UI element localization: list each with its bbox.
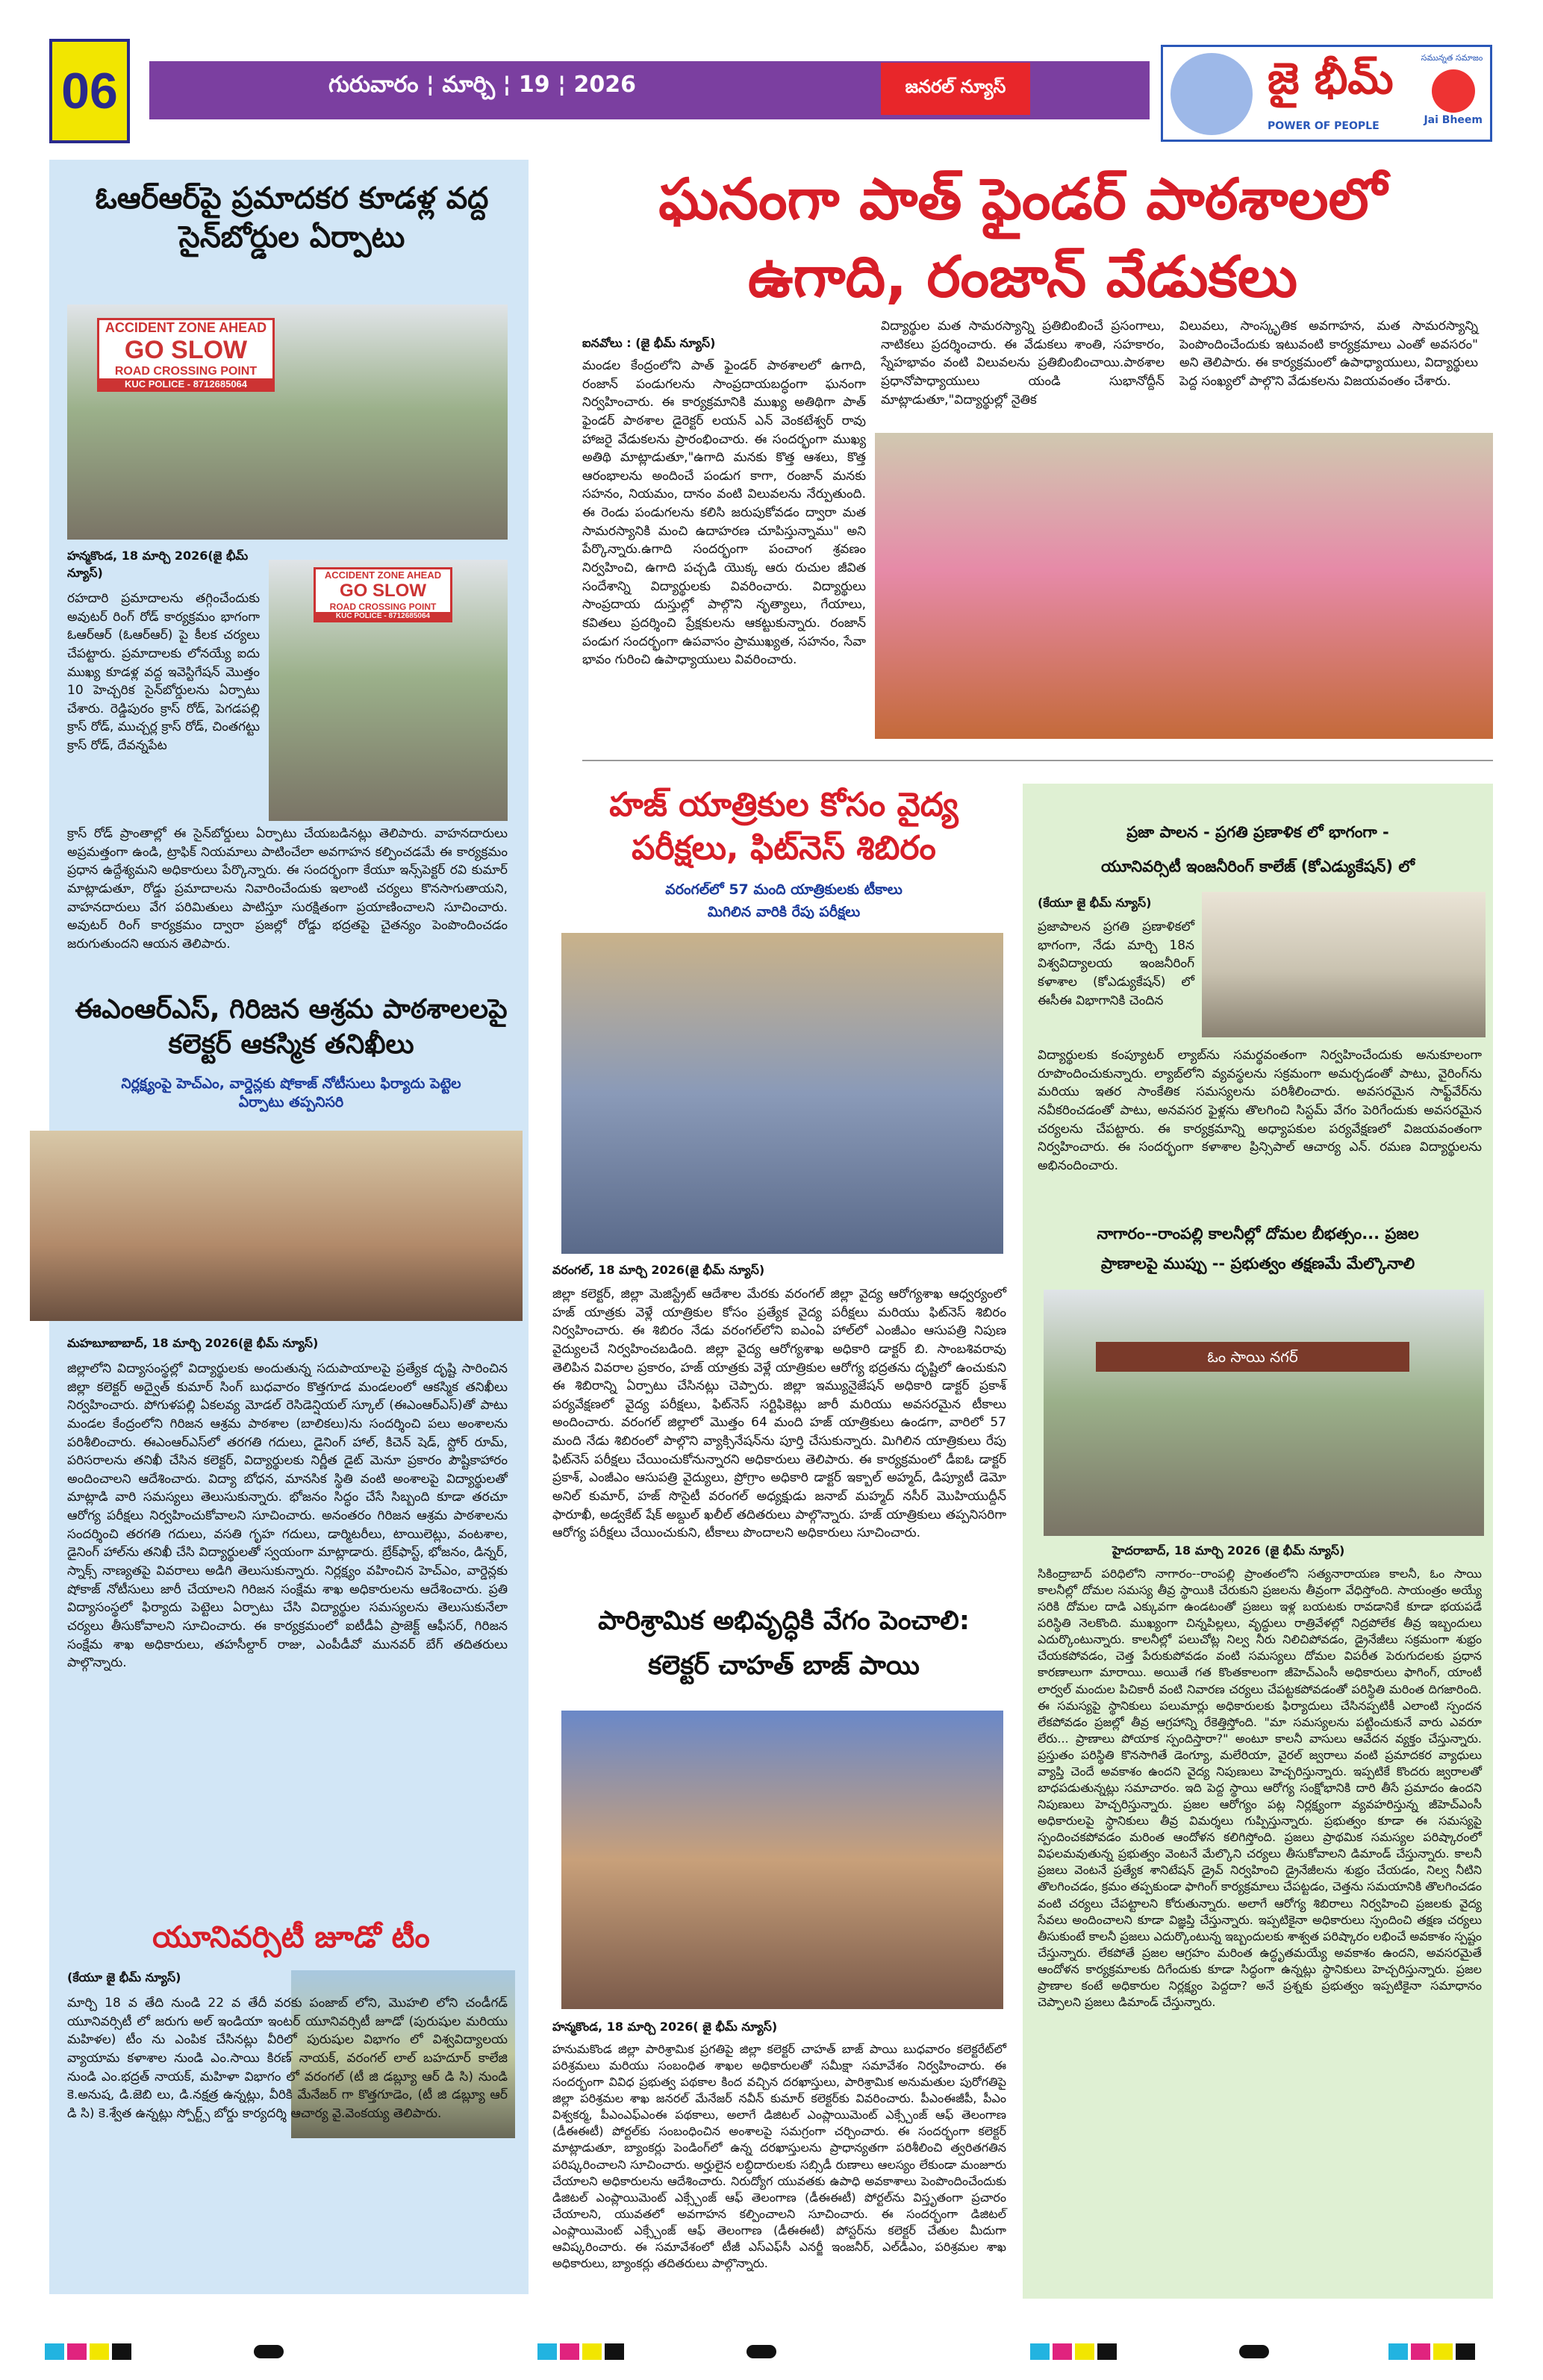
university-dateline: (కేయూ జై భీమ్ న్యూస్) — [1038, 896, 1152, 910]
nagaram-title-1: నాగారం--రాంపల్లి కాలనీల్లో దోమల బీభత్సం... ప్రజల — [1097, 1225, 1419, 1243]
print-marks-center — [537, 2343, 627, 2363]
logo-tagline: POWER OF PEOPLE — [1268, 120, 1380, 132]
orr-body-1: రహదారి ప్రమాదాలను తగ్గించేందుకు అవుటర్ రింగ్ రోడ్ కార్యక్రమం భాగంగా ఓఆర్ఆర్ (ఓఆర్ఆర్) పై కీలక చర్యలు చేపట్టారు. ప్రమాదాలకు లోనయ్యే ఐదు ముఖ్య కూడళ్ల వద్ద ఇవెస్టిగేషన్ మొత్తం 10 హెచ్చరిక సైన్‌బోర్డులను ఏర్పాటు చేశారు. రెడ్డిపురం క్రాస్ రోడ్, పెగడపల్లి క్రాస్ రోడ్, ముచ్చర్ల క్రాస్ రోడ్, చింతగట్టు క్రాస్ రోడ్, దేవన్నపేట — [67, 591, 260, 754]
orr-title: ఓఆర్ఆర్‌పై ప్రమాదకర కూడళ్ల వద్ద సైన్‌బోర్డుల ఏర్పాటు — [95, 181, 489, 254]
ugadi-photo — [875, 433, 1493, 739]
judo-title: యూనివర్సిటీ జూడో టీం — [152, 1920, 430, 1955]
collector-dateline: హన్మకొండ, 18 మార్చి 2026( జై భీమ్ న్యూస్) — [552, 2020, 778, 2034]
orr-sign-small: ACCIDENT ZONE AHEAD GO SLOW ROAD CROSSING POINT KUC POLICE - 8712685064 — [314, 567, 452, 622]
section-label[interactable]: జనరల్ న్యూస్ — [881, 63, 1030, 115]
nagaram-dateline: హైదరాబాద్, 18 మార్చి 2026 (జై భీమ్ న్యూస్) — [1112, 1543, 1345, 1558]
masthead-logo[interactable] — [1161, 45, 1492, 142]
logo-name: జై భీమ్ — [1268, 53, 1394, 104]
logo-seal-icon — [1432, 69, 1475, 113]
ugadi-title-1: ఘనంగా పాత్ ఫైండర్ పాఠశాలలో — [658, 166, 1387, 232]
nagaram-title-2: ప్రాణాలపై ముప్పు -- ప్రభుత్వం తక్షణమే మేల్కొనాలి — [1100, 1255, 1415, 1272]
orr-dateline: హన్మకొండ, 18 మార్చి 2026(జై భీమ్ న్యూస్) — [67, 549, 249, 580]
ugadi-dateline: ఐనవోలు : (జై భీమ్ న్యూస్) — [582, 336, 716, 350]
collector-title-1: పారిశ్రామిక అభివృద్ధికి వేగం పెంచాలి: — [598, 1606, 970, 1636]
print-marks-far-right — [1388, 2343, 1478, 2363]
divider — [582, 760, 1493, 761]
haj-dateline: వరంగల్, 18 మార్చి 2026(జై భీమ్ న్యూస్) — [552, 1263, 765, 1277]
haj-subtitle-2: మిగిలిన వారికి రేపు పరీక్షలు — [707, 904, 861, 920]
register-mark-2 — [746, 2345, 776, 2358]
orr-sign: ACCIDENT ZONE AHEAD GO SLOW ROAD CROSSING POINT KUC POLICE - 8712685064 — [97, 318, 275, 392]
haj-subtitle-1: వరంగల్‌లో 57 మంది యాత్రికులకు టీకాలు — [665, 881, 903, 898]
ugadi-col3: విలువలు, సాంస్కృతిక అవగాహన, మత సామరస్యాన్ని పెంపొందించేందుకు ఇటువంటి కార్యక్రమాలు ఎంతో అవసరం" అని తెలిపారు. ఈ కార్యక్రమంలో ఉపాధ్యాయులు, విద్యార్థులు పెద్ద సంఖ్యలో పాల్గొని వేడుకలను విజయవంతం చేశారు. — [1179, 319, 1478, 389]
print-marks-right — [1030, 2343, 1120, 2363]
university-body-1: ప్రజాపాలన ప్రగతి ప్రణాళికలో భాగంగా, నేడు మార్చి 18న విశ్వవిద్యాలయ ఇంజనీరింగ్ కళాశాల (కోఎడ్యుకేషన్) లో ఈసీఈ విభాగానికి చెందిన — [1038, 919, 1194, 1008]
ugadi-col2: విద్యార్థుల మత సామరస్యాన్ని ప్రతిబింబించే ప్రసంగాలు, నాటికలు ప్రదర్శించారు. ఈ వేడుకలు శాంతి, సహకారం, స్నేహభావం వంటి విలువలను ప్రతిబింబించాయి.పాఠశాల ప్రధానోపాధ్యాయులు యండి సుభానోద్దీన్ మాట్లాడుతూ,"విద్యార్థుల్లో నైతిక — [881, 319, 1165, 407]
colony-arch — [1096, 1342, 1409, 1372]
orr-photo-signboard — [67, 304, 508, 540]
print-marks-left — [45, 2343, 134, 2363]
ashram-subtitle: నిర్లక్ష్యంపై హెచ్‌ఎం, వార్డెన్లకు షోకాజ్ నోటీసులు ఫిర్యాదు పెట్టెల ఏర్పాటు తప్పనిసరి — [121, 1075, 461, 1111]
collector-title-2: కలెక్టర్ చాహత్ బాజ్ పాయి — [648, 1651, 920, 1681]
university-title-1: ప్రజా పాలన - ప్రగతి ప్రణాళిక లో భాగంగా - — [1126, 823, 1389, 841]
ashram-photo — [30, 1131, 523, 1321]
haj-photo — [561, 933, 1003, 1254]
portrait-image — [1171, 53, 1253, 135]
university-title-2: యూనివర్సిటీ ఇంజనీరింగ్ కాలేజ్ (కోఎడ్యుకేషన్) లో — [1101, 858, 1415, 875]
nagaram-body: సికింద్రాబాద్ పరిధిలోని నాగారం--రాంపల్లి ప్రాంతంలోని సత్యనారాయణ కాలనీ, ఓం సాయి కాలనీల్లో దోమల సమస్య తీవ్ర స్థాయికి చేరుకుని ప్రజలను తీవ్రంగా వేధిస్తోంది. సాయంత్రం అయ్యే సరికి దోమల దాడి ఎక్కువగా ఉండటంతో ప్రజలు ఇళ్ల బయటకు రావడానికే కూడా భయపడే పరిస్థితి నెలకొంది. ముఖ్యంగా చిన్నపిల్లలు, వృద్ధులు రాత్రివేళల్లో నిద్రపోలేక తీవ్ర ఇబ్బందులు ఎదుర్కొంటున్నారు. కాలనీల్లో పలుచోట్ల నిల్వ నీరు నిలిచిపోవడం, డ్రైనేజీలు సక్రమంగా శుభ్రం చేయకపోవడం, చెత్త పేరుకుపోవడం వంటి సమస్యలు దోమల విపరీత పెరుగుదలకు ప్రధాన కారణాలుగా మారాయి. అయితే గత కొంతకాలంగా జీహెచ్‌ఎంసీ అధికారులు ఫాగింగ్, యాంటీ లార్వల్ మందుల పిచికారీ వంటి నివారణ చర్యలు చేపట్టకపోవడంతో పరిస్థితి మరింత దిగజారింది. ఈ సమస్యపై స్థానికులు పలుమార్లు అధికారులకు ఫిర్యాదులు చేసినప్పటికీ ఎలాంటి స్పందన లేకపోవడం ప్రజల్లో తీవ్ర ఆగ్రహాన్ని రేకెత్తిస్తోంది. "మా సమస్యలను పట్టించుకునే వారు ఎవరూ లేరు... ప్రాణాలు పోయాక స్పందిస్తారా?" అంటూ కాలనీ వాసులు ఆవేదన వ్యక్తం చేస్తున్నారు. ప్రస్తుతం పరిస్థితి కొనసాగితే డెంగ్యూ, మలేరియా, వైరల్ జ్వరాలు వంటి ప్రమాదకర వ్యాధులు వ్యాప్తి చెందే అవకాశం ఉందని వైద్య నిపుణులు హెచ్చరిస్తున్నారు. ఇప్పటికే కొందరు జ్వరాలతో బాధపడుతున్నట్లు సమాచారం. ఇది పెద్ద స్థాయి ఆరోగ్య సంక్షోభానికి దారి తీసే ప్రమాదం ఉందని నిపుణులు హెచ్చరిస్తున్నారు. ప్రజల ఆరోగ్యం పట్ల నిర్లక్ష్యంగా వ్యవహరిస్తున్న జీహెచ్‌ఎంసీ అధికారులపై స్థానికులు తీవ్ర విమర్శలు గుప్పిస్తున్నారు. ప్రభుత్వం కూడా ఈ సమస్యపై స్పందించకపోవడం మరింత ఆందోళన కలిగిస్తోంది. ప్రజలు ప్రాథమిక సమస్యల పరిష్కారంలో విఫలమవుతున్న ప్రభుత్వం వెంటనే మేల్కొని చర్యలు తీసుకోవాలని డిమాండ్ చేస్తున్నారు. కాలనీ ప్రజలు వెంటనే ప్రత్యేక శానిటేషన్ డ్రైవ్ నిర్వహించి డ్రైనేజీలను శుభ్రం చేయడం, నిల్వ నీటిని తొలగించడం, క్రమం తప్పకుండా ఫాగింగ్ కార్యక్రమాలు చేపట్టడం, చెత్తను సమయానికి తొలగించడం వంటి చర్యలు చేపట్టాలని కోరుతున్నారు. అలాగే ఆరోగ్య శిబిరాలు నిర్వహించి ప్రజలకు వైద్య సేవలు అందించాలని కూడా విజ్ఞప్తి చేస్తున్నారు. ఇప్పటికైనా అధికారులు స్పందించి తక్షణ చర్యలు తీసుకుంటే కాలనీ ప్రజలు ఎదుర్కొంటున్న ఇబ్బందులకు శాశ్వత పరిష్కారం లభించే అవకాశం స్పష్టం చేస్తున్నారు. లేకపోతే ప్రజల ఆగ్రహం మరింత ఉద్ధృతమయ్యే అవకాశం ఉందని, అవసరమైతే ఆందోళన కార్యక్రమాలకు దిగేందుకు కూడా సిద్ధంగా ఉన్నట్లు స్థానికులు హెచ్చరిస్తున్నారు. ప్రజల ప్రాణాల కంటే అధికారుల నిర్లక్ష్యం పెద్దదా? అనే ప్రశ్నకు ప్రభుత్వం ఇప్పటికైనా సమాధానం చెప్పాలని ప్రజలు డిమాండ్ చేస్తున్నారు. — [1038, 1567, 1482, 2010]
collector-body: హనుమకొండ జిల్లా పారిశ్రామిక ప్రగతిపై జిల్లా కలెక్టర్ చాహత్ బాజ్ పాయి బుధవారం కలెక్టరేట్‌లో పరిశ్రమలు మరియు సంబంధిత శాఖల అధికారులతో సమీక్షా సమావేశం నిర్వహించారు. ఈ సందర్భంగా వివిధ ప్రభుత్వ పథకాల కింద వచ్చిన దరఖాస్తులు, పారిశ్రామిక అనుమతుల పురోగతిపై జిల్లా పరిశ్రమల శాఖ జనరల్ మేనేజర్ నవీన్ కుమార్ కలెక్టర్‌కు వివరించారు. పీఎంఈజీపీ, పీఎం విశ్వకర్మ, పీఎంఎఫ్‌ఎంఈ పథకాలు, అలాగే డిజిటల్ ఎంప్లాయిమెంట్ ఎక్స్చేంజ్ ఆఫ్ తెలంగాణ (డీఈఈటీ) పోర్టల్‌కు సంబంధించిన అంశాలపై సమగ్రంగా చర్చించారు. ఈ సందర్భంగా కలెక్టర్ మాట్లాడుతూ, బ్యాంకర్లు పెండింగ్‌లో ఉన్న దరఖాస్తులను ప్రాధాన్యతగా పరిశీలించి త్వరితగతిన పరిష్కరించాలని సూచించారు. అర్హులైన లబ్ధిదారులకు సబ్సిడీ రుణాలు ఆలస్యం లేకుండా మంజూరు చేయాలని అధికారులను ఆదేశించారు. నిరుద్యోగ యువతకు ఉపాధి అవకాశాలు పెంపొందించేందుకు డిజిటల్ ఎంప్లాయిమెంట్ ఎక్స్చేంజ్ ఆఫ్ తెలంగాణ (డీఈఈటీ) పోర్టల్‌ను విస్తృతంగా ప్రచారం చేయాలని, యువతలో అవగాహన కల్పించాలని సూచించారు. ఈ సందర్భంగా డిజిటల్ ఎంప్లాయిమెంట్ ఎక్స్చేంజ్ ఆఫ్ తెలంగాణ (డీఈఈటీ) పోస్టర్‌ను కలెక్టర్ చేతుల మీదుగా ఆవిష్కరించారు. ఈ సమావేశంలో టీజీ ఎస్‌ఎఫ్‌సీ ఎనర్జీ ఇంజనీర్, ఎల్‌డీఎం, పరిశ్రమల శాఖ అధికారులు, బ్యాంకర్లు తదితరులు పాల్గొన్నారు. — [552, 2042, 1006, 2271]
page-number: 06 — [49, 39, 130, 143]
haj-title-2: పరీక్షలు, ఫిట్‌నెస్ శిబిరం — [632, 829, 936, 867]
judo-body: మార్చి 18 వ తేది నుండి 22 వ తేదీ వరకు పంజాబ్ లోని, మొహలి లోని చండీగడ్ యూనివర్సిటీ లో జరుగు అల్ ఇండియా ఇంటర్ యూనివర్సిటీ జూడో (పురుషుల మరియు మహిళల) టీం ను ఎంపిక చేసినట్లు వీరిలో పురుషుల విభాగం లో విశ్వవిద్యాలయ వ్యాయామ కళాశాల నుండి ఎం.సాయి కిరణ్ నాయక్, వరంగల్ లాల్ బహదూర్ కాలేజి నుండి ఎం.భద్రత్ నాయక్, మహిళా విభాగం లో వరంగల్ (టీ జి డబ్ల్యూ ఆర్ డి సి) నుండి కె.అనుష, డి.జెబి లు, డి.నక్షత్ర ఉన్నట్లు, వీరికి మేనేజర్ గా కొత్తగూడెం, (టీ జి డబ్ల్యూ ఆర్ డి సి) కె.శ్వేత ఉన్నట్లు స్పోర్ట్స్ బోర్డు కార్యదర్శి ఆచార్య వై.వెంకయ్య తెలిపారు. — [67, 1996, 508, 2121]
haj-body: జిల్లా కలెక్టర్, జిల్లా మెజిస్ట్రేట్ ఆదేశాల మేరకు వరంగల్ జిల్లా వైద్య ఆరోగ్యశాఖ ఆధ్వర్యంలో హజ్ యాత్రకు వెళ్లే యాత్రికుల కోసం ప్రత్యేక వైద్య పరీక్షలు మరియు ఫిట్‌నెస్ శిబిరం నిర్వహించారు. ఈ శిబిరం నేడు వరంగల్‌లోని ఐఎంఏ హాల్‌లో ఎంజీఎం ఆసుపత్రి నిపుణ వైద్యులచే నిర్వహించబడింది. జిల్లా వైద్య ఆరోగ్యశాఖ అధికారి డాక్టర్ బి. సాంబశివరావు తెలిపిన వివరాల ప్రకారం, హజ్ యాత్రకు వెళ్లే యాత్రికుల ఆరోగ్య భద్రతను దృష్టిలో ఉంచుకుని ఈ శిబిరాన్ని ఏర్పాటు చేసినట్లు చెప్పారు. జిల్లా ఇమ్యునైజేషన్ అధికారి డాక్టర్ ప్రకాశ్ పర్యవేక్షణలో వైద్య పరీక్షలు, ఫిట్‌నెస్ సర్టిఫికెట్లు జారీ మరియు అవసరమైన టీకాలు అందించారు. వరంగల్ జిల్లాలో మొత్తం 64 మంది హజ్ యాత్రికులు ఉండగా, వారిలో 57 మంది నేడు శిబిరంలో పాల్గొని వ్యాక్సినేషన్‌ను పూర్తి చేసుకున్నారు. మిగిలిన యాత్రికులు రేపు ఫిట్‌నెస్ పరీక్షలు చేయించుకోనున్నారని అధికారులు తెలిపారు. ఈ కార్యక్రమంలో డీఐఓ డాక్టర్ ప్రకాశ్, ఎంజీఎం ఆసుపత్రి వైద్యులు, ప్రోగ్రాం అధికారి డాక్టర్ ఇక్బాల్ అహ్మద్, డిప్యూటీ డెమో అనిల్ కుమార్, హజ్ సొసైటీ వరంగల్ అధ్యక్షుడు జనాబ్ మహ్మద్ నసీర్ మొహియుద్దీన్ ఫారూఖీ, అడ్వకేట్ షేక్ అబ్దుల్ ఖలీల్ తదితరులు పాల్గొన్నారు. హజ్ యాత్రికులు తప్పనిసరిగా ఆరోగ్య పరీక్షలు చేయించుకుని, టీకాలు పొందాలని అధికారులు సూచించారు. — [552, 1287, 1006, 1541]
register-mark-3 — [1239, 2345, 1269, 2358]
arch-text: ఓం సాయి నగర్ — [1207, 1348, 1298, 1366]
ashram-body: జిల్లాలోని విద్యాసంస్థల్లో విద్యార్థులకు అందుతున్న సదుపాయాలపై ప్రత్యేక దృష్టి సారించిన జిల్లా కలెక్టర్ అద్వైత్ కుమార్ సింగ్ బుధవారం కొత్తగూడ మండలంలో ఆకస్మిక తనిఖీలు నిర్వహించారు. పోగుళపల్లి ఏకలవ్య మోడల్ రెసిడెన్షియల్ స్కూల్ (ఈఎంఆర్ఎస్)తో పాటు మండల కేంద్రంలోని గిరిజన ఆశ్రమ పాఠశాల (బాలికలు)ను సందర్శించి పలు అంశాలను పరిశీలించారు. ఈఎంఆర్ఎస్‌లో తరగతి గదులు, డైనింగ్ హాల్, కిచెన్ షెడ్, స్టోర్ రూమ్, పరిసరాలను తనిఖీ చేసిన కలెక్టర్, విద్యార్థులకు నిర్ణీత డైట్ మెనూ ప్రకారం పౌష్టికాహారం అందించాలని ఆదేశించారు. విద్యా బోధన, మానసిక స్థితి వంటి అంశాలపై విద్యార్థులతో మాట్లాడి వారి సమస్యలు తెలుసుకున్నారు. భోజనం సిద్ధం చేసే సిబ్బంది కూడా తరచూ ఆరోగ్య పరీక్షలు నిర్వహించుకోవాలని సూచించారు. అనంతరం గిరిజన ఆశ్రమ పాఠశాలను సందర్శించి తరగతి గదులు, వసతి గృహ గదులు, డార్మిటరీలు, టాయిలెట్లు, వంటశాల, డైనింగ్ హాల్‌ను తనిఖీ చేసి విద్యార్థులతో స్వయంగా మాట్లాడారు. బ్రేక్‌ఫాస్ట్, భోజనం, డిన్నర్, స్నాక్స్ నాణ్యతపై వివరాలు అడిగి తెలుసుకున్నారు. నిర్లక్ష్యం వహించిన హెచ్‌ఎం, వార్డెన్లకు షోకాజ్ నోటీసులు జారీ చేయాలని గిరిజన సంక్షేమ శాఖ అధికారులను ఆదేశించారు. ప్రతి విద్యాసంస్థలో ఫిర్యాదు పెట్టెలు ఏర్పాటు చేసి విద్యార్థుల సమస్యలను తెలుసుకునేలా చర్యలు తీసుకోవాలని సూచించారు. ఈ కార్యక్రమంలో ఐటీడీఏ ప్రాజెక్ట్ ఆఫీసర్, గిరిజన సంక్షేమ శాఖ అధికారులు, తహసీల్దార్ రాజు, ఎంపీడీవో మునవర్ బేగ్ తదితరులు పాల్గొన్నారు. — [67, 1361, 508, 1671]
orr-body-2: క్రాస్ రోడ్ ప్రాంతాల్లో ఈ సైన్‌బోర్డులు ఏర్పాటు చేయబడినట్లు తెలిపారు. వాహనదారులు అప్రమత్తంగా ఉండి, ట్రాఫిక్ నియమాలు పాటించేలా అవగాహన కల్పించడమే ఈ కార్యక్రమం ప్రధాన ఉద్దేశ్యమని అధికారులు పేర్కొన్నారు. ఈ సందర్భంగా కేయూ ఇన్స్‌పెక్టర్ రవి కుమార్ మాట్లాడుతూ, రోడ్డు ప్రమాదాలను నివారించేందుకు ఇలాంటి చర్యలు కొనసాగుతాయని, వాహనదారులు వేగ పరిమితులు పాటిస్తూ సురక్షితంగా ప్రయాణించాలని సూచించారు. అవుటర్ రింగ్ కార్యక్రమం ద్వారా ప్రజల్లో రోడ్డు భద్రతపై చైతన్యం పెంపొందించడం జరుగుతుందని ఆయన తెలిపారు. — [67, 826, 508, 952]
nagaram-photo — [1044, 1290, 1484, 1536]
register-mark-1 — [254, 2345, 284, 2358]
collector-photo — [561, 1711, 1003, 2009]
ugadi-col1: మండల కేంద్రంలోని పాత్ ఫైండర్ పాఠశాలలో ఉగాది, రంజాన్ పండుగలను సాంప్రదాయబద్ధంగా ఘనంగా నిర్వహించారు. ఈ కార్యక్రమానికి ముఖ్య అతిథిగా పాత్ ఫైండర్ పాఠశాల డైరెక్టర్ లయన్ ఎన్ వెంకటేశ్వర్ రావు హాజరై వేడుకలను ప్రారంభించారు. ఈ సందర్భంగా ముఖ్య అతిథి మాట్లాడుతూ,"ఉగాది మనకు కొత్త ఆశలు, కొత్త ఆరంభాలను అందించే పండుగ కాగా, రంజాన్ మనకు సహనం, నియమం, దానం వంటి విలువలను నేర్పుతుంది. ఈ రెండు పండుగలను కలిసి జరుపుకోవడం ద్వారా మత సామరస్యానికి మంచి ఉదాహరణ చూపిస్తున్నాము" అని పేర్కొన్నారు.ఉగాది సందర్భంగా పంచాంగ శ్రవణం నిర్వహించి, ఉగాది పచ్చడి యొక్క ఆరు రుచుల జీవిత సందేశాన్ని విద్యార్థులకు వివరించారు. విద్యార్థులు సాంప్రదాయ దుస్తుల్లో పాల్గొని నృత్యాలు, గేయాలు, కవితలు ప్రదర్శించి ప్రేక్షకులను ఆకట్టుకున్నారు. రంజాన్ పండుగ సందర్భంగా ఉపవాసం ప్రాముఖ్యత, సహనం, సేవా భావం గురించి ఉపాధ్యాయులు వివరించారు. — [582, 358, 866, 668]
ashram-title: ఈఎంఆర్ఎస్, గిరిజన ఆశ్రమ పాఠశాలలపై కలెక్టర్ ఆకస్మిక తనిఖీలు — [75, 994, 508, 1060]
university-photo — [1202, 892, 1486, 1037]
judo-dateline: (కేయూ జై భీమ్ న్యూస్) — [67, 1970, 181, 1984]
logo-small-text: సమున్నత సమాజం — [1421, 53, 1483, 63]
ugadi-title-2: ఉగాది, రంజాన్ వేడుకలు — [747, 243, 1298, 310]
ashram-dateline: మహబూబాబాద్, 18 మార్చి 2026(జై భీమ్ న్యూస్) — [67, 1336, 319, 1350]
orr-photo-police — [269, 560, 508, 821]
haj-title-1: హజ్ యాత్రికుల కోసం వైద్య — [609, 786, 958, 824]
logo-english: Jai Bheem — [1424, 114, 1483, 126]
university-body-2: విద్యార్థులకు కంప్యూటర్ ల్యాబ్‌ను సమర్థవంతంగా నిర్వహించేందుకు అనుకూలంగా రూపొందించుకున్నారు. ల్యాబ్‌లోని వ్యవస్థలను సక్రమంగా అమర్చడంతో పాటు, వైరింగ్‌ను మరియు ఇతర సాంకేతిక సమస్యలను పరిశీలించారు. అవసరమైన సాఫ్ట్‌వేర్‌ను నవీకరించడంతో పాటు, అనవసర ఫైళ్లను తొలగించి సిస్టమ్ వేగం పెరిగేందుకు అవసరమైన చర్యలను చేపట్టారు. ఈ కార్యక్రమాన్ని అధ్యాపకుల పర్యవేక్షణలో విజయవంతంగా నిర్వహించారు. ఈ సందర్భంగా కళాశాల ప్రిన్సిపాల్ ఆచార్య ఎన్. రమణ విద్యార్థులను అభినందించారు. — [1038, 1048, 1482, 1173]
header-date: గురువారం ¦ మార్చి ¦ 19 ¦ 2026 — [328, 72, 637, 98]
